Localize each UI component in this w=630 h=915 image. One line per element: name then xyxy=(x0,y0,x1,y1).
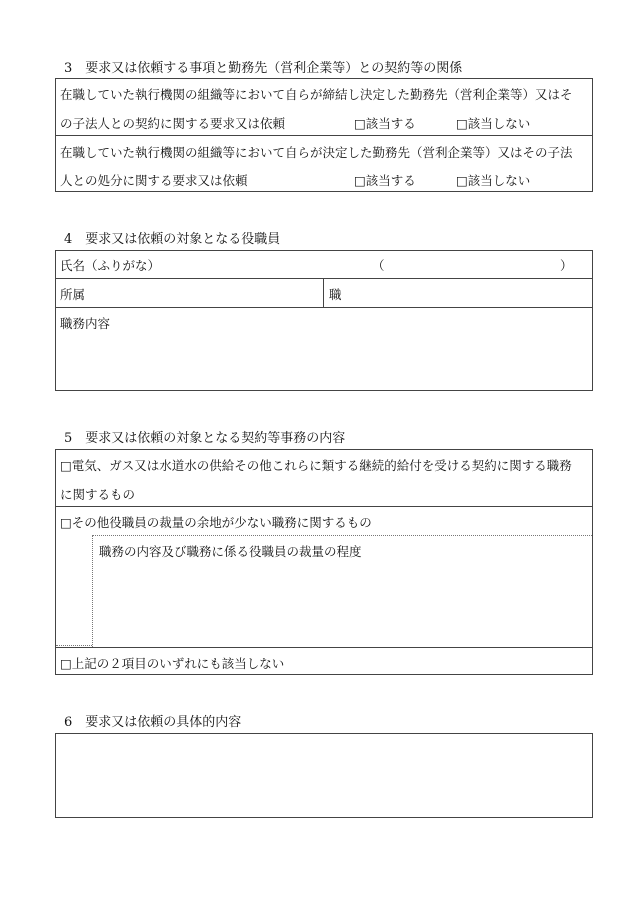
section3-row2-not-applicable-checkbox[interactable]: □該当しない xyxy=(456,173,531,188)
section3-row-divider xyxy=(55,135,593,136)
section3-row2-applicable-checkbox[interactable]: □該当する xyxy=(354,173,416,188)
section3-title: 3 要求又は依頼する事項と勤務先（営利企業等）との契約等の関係 xyxy=(64,61,463,76)
section3-row2-line1: 在職していた執行機関の組織等において自らが決定した勤務先（営利企業等）又はその子法 xyxy=(60,145,573,160)
section4-divider-1 xyxy=(55,278,593,279)
section5-option2-checkbox[interactable]: □その他役職員の裁量の余地が少ない職務に関するもの xyxy=(60,515,372,530)
section6-content-box[interactable] xyxy=(55,733,593,818)
section5-divider-1 xyxy=(55,506,593,507)
section5-option1-line1[interactable]: □電気、ガス又は水道水の供給その他これらに類する継続的給付を受ける契約に関する職務 xyxy=(60,458,572,473)
detail-box-left xyxy=(92,535,93,647)
duties-label: 職務内容 xyxy=(60,316,111,331)
detail-box-bottom-left xyxy=(56,645,92,646)
section5-title: 5 要求又は依頼の対象となる契約等事務の内容 xyxy=(64,431,346,446)
section4-title: 4 要求又は依頼の対象となる役職員 xyxy=(64,232,281,247)
name-label: 氏名（ふりがな） xyxy=(60,258,161,273)
section3-row1-line1: 在職していた執行機関の組織等において自らが締結し決定した勤務先（営利企業等）又はそ xyxy=(60,87,573,102)
section4-divider-2 xyxy=(55,307,593,308)
section5-divider-2 xyxy=(55,647,593,648)
section3-row2-line2: 人との処分に関する要求又は依頼 xyxy=(60,173,248,188)
position-label: 職 xyxy=(329,287,342,302)
furigana-open-paren: （ xyxy=(372,258,385,273)
section3-row1-applicable-checkbox[interactable]: □該当する xyxy=(354,116,416,131)
section5-table xyxy=(55,449,593,675)
section4-column-divider xyxy=(323,278,324,307)
detail-label: 職務の内容及び職務に係る役職員の裁量の程度 xyxy=(99,544,362,559)
section5-option1-line2: に関するもの xyxy=(60,487,136,502)
section3-row1-not-applicable-checkbox[interactable]: □該当しない xyxy=(456,116,531,131)
detail-box-top xyxy=(92,535,592,536)
affiliation-label: 所属 xyxy=(60,287,86,302)
furigana-close-paren: ） xyxy=(560,258,573,273)
section3-row1-line2: の子法人との契約に関する要求又は依頼 xyxy=(60,116,286,131)
section5-option3-checkbox[interactable]: □上記の２項目のいずれにも該当しない xyxy=(60,656,285,671)
section6-title: 6 要求又は依頼の具体的内容 xyxy=(64,715,242,730)
